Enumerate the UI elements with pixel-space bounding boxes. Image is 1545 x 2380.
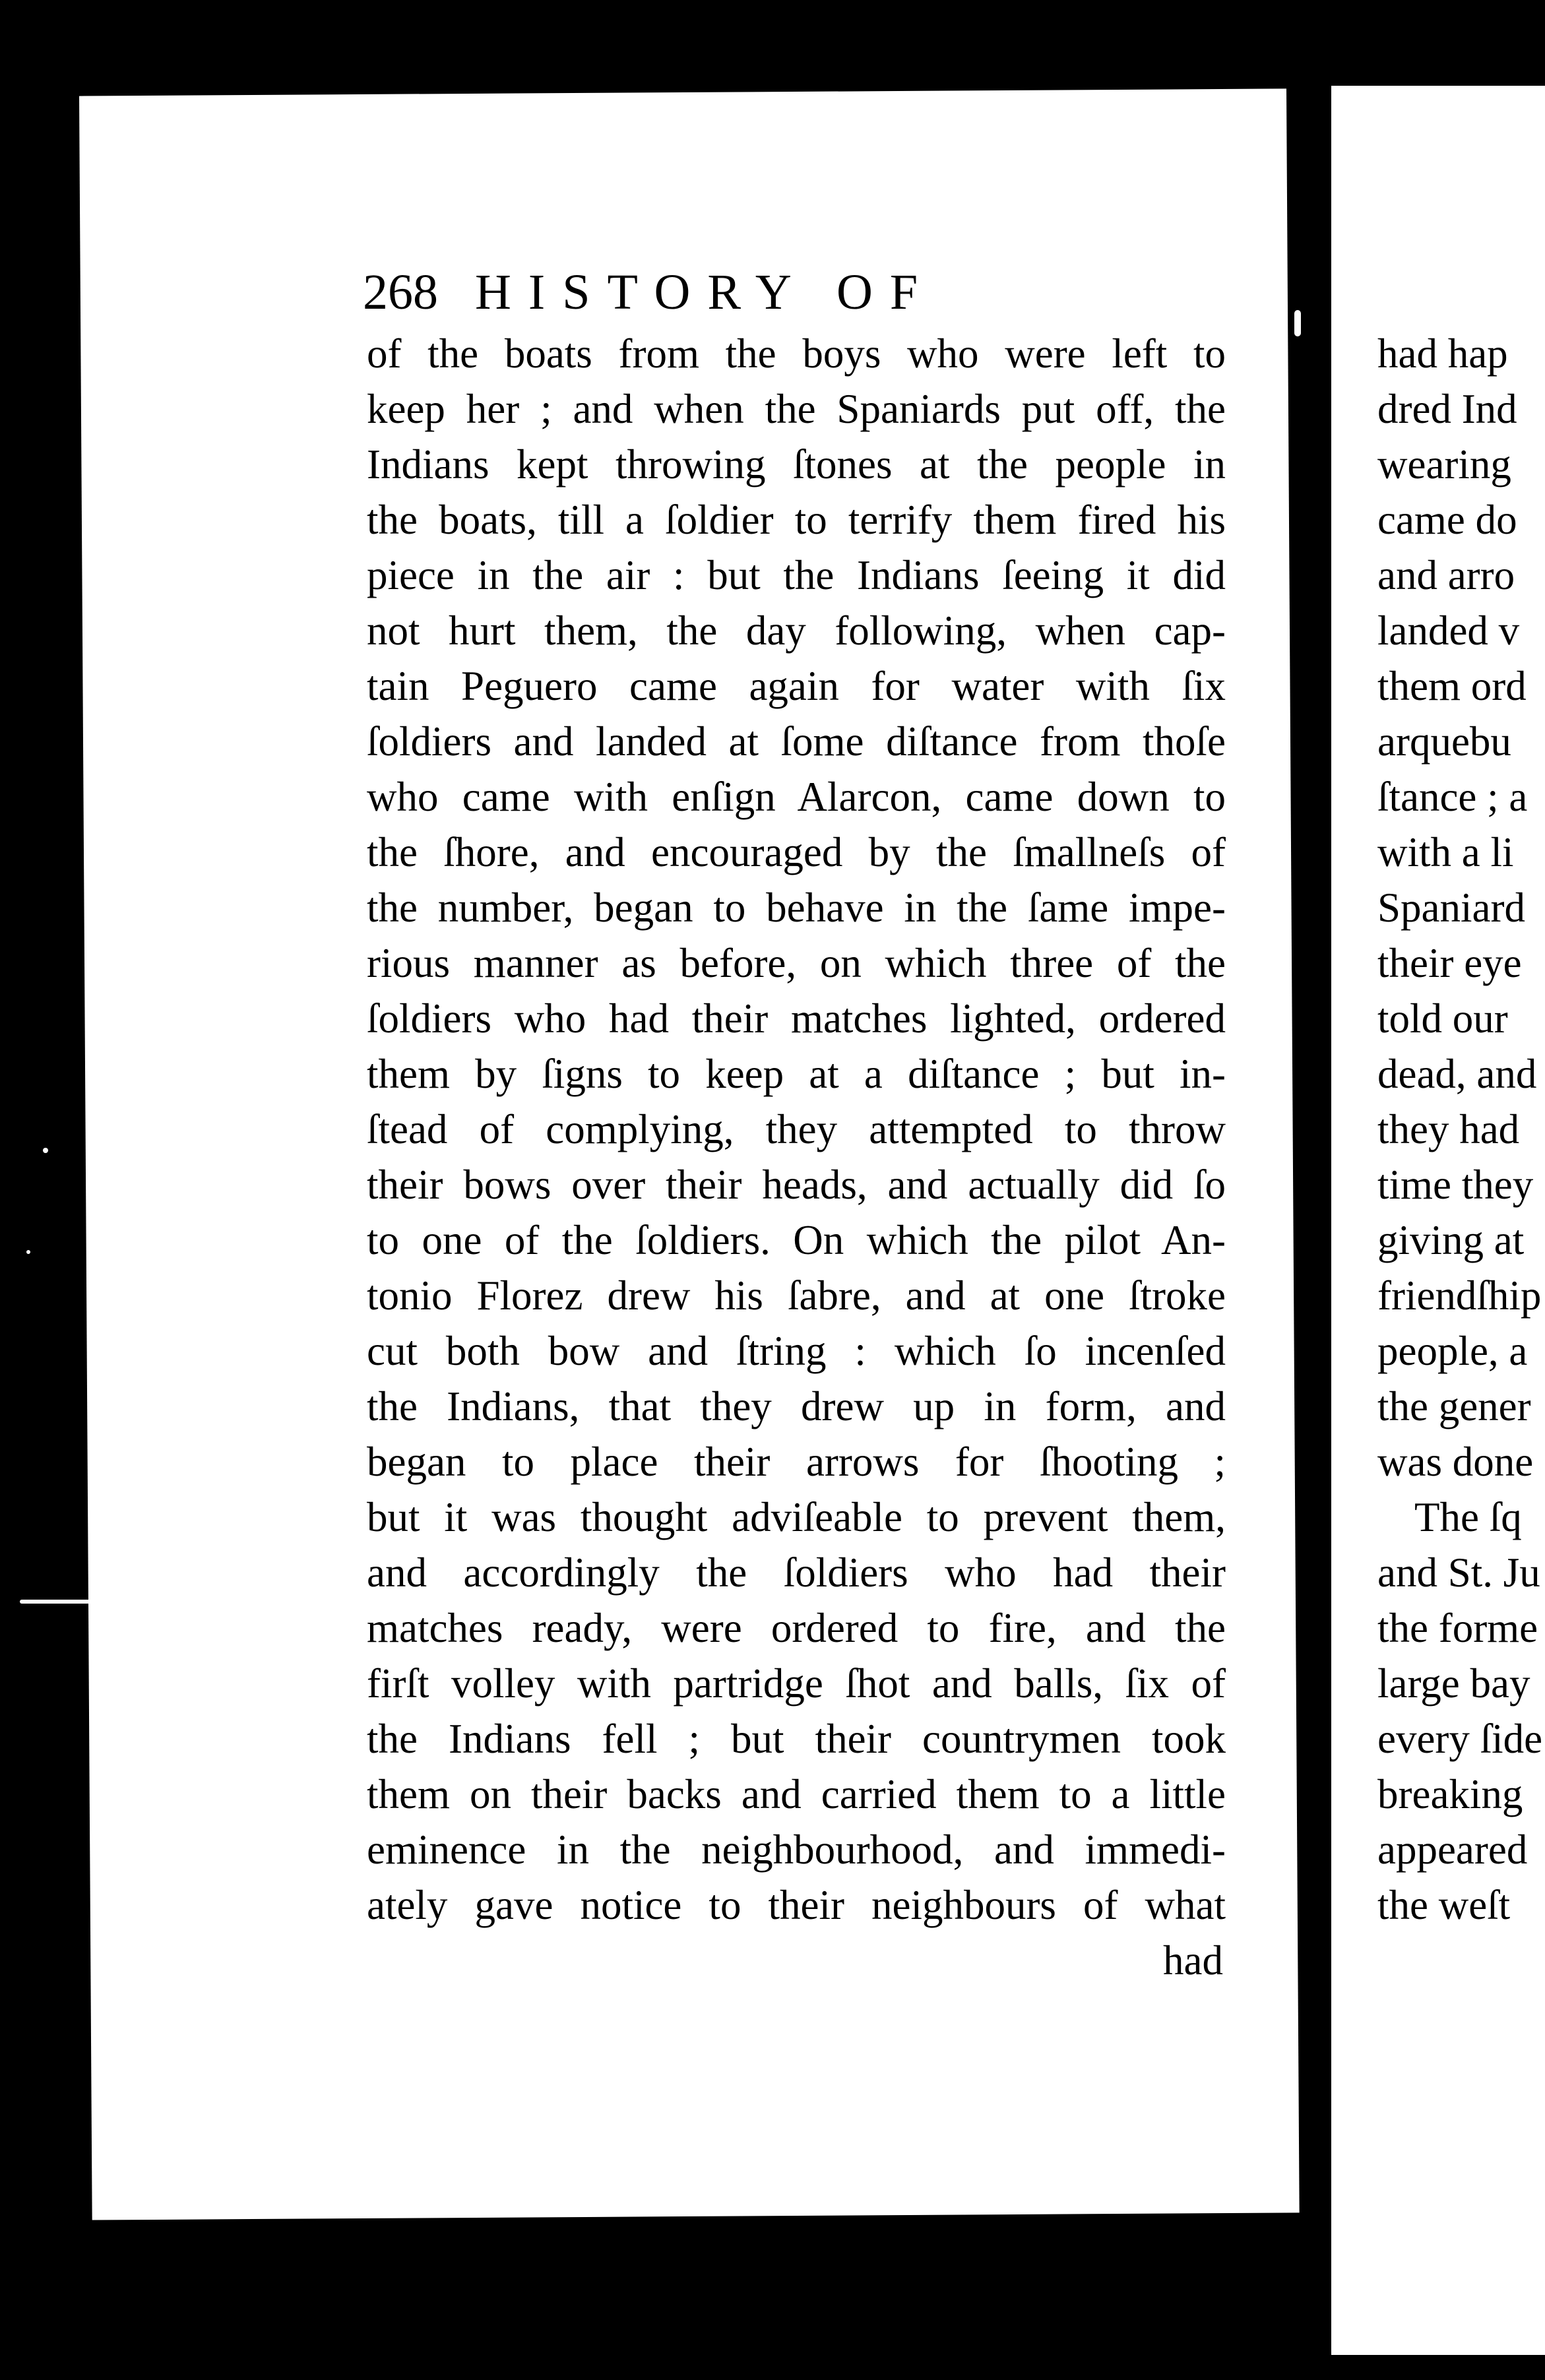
text-line: giving at xyxy=(1377,1217,1525,1263)
text-line: appeared xyxy=(1377,1827,1528,1873)
text-line: the ſhore, and encouraged by the ſmallneſs of xyxy=(367,829,1226,875)
text-line: of the boats from the boys who were left to xyxy=(367,330,1226,377)
text-line: the gener xyxy=(1377,1383,1531,1429)
text-line: told our xyxy=(1377,995,1508,1042)
text-line: matches ready, were ordered to fire, and the xyxy=(367,1605,1226,1651)
text-line: their bows over their heads, and actually did ſo xyxy=(367,1162,1226,1208)
text-line: to one of the ſoldiers. On which the pilot An- xyxy=(367,1217,1226,1263)
text-line: ſtead of complying, they attempted to throw xyxy=(367,1106,1226,1152)
text-line: came do xyxy=(1377,497,1517,543)
scan-speck xyxy=(26,1250,30,1254)
scan-speck xyxy=(1294,310,1301,336)
text-line: and accordingly the ſoldiers who had their xyxy=(367,1550,1226,1596)
text-line: had hap xyxy=(1377,330,1508,377)
running-header xyxy=(363,264,935,321)
text-line: their eye xyxy=(1377,940,1522,986)
text-line: the forme xyxy=(1377,1605,1538,1651)
text-line: tonio Florez drew his ſabre, and at one ſtroke xyxy=(367,1272,1226,1319)
text-line: the boats, till a ſoldier to terrify them fired his xyxy=(367,497,1226,543)
text-line: but it was thought adviſeable to prevent them, xyxy=(367,1494,1226,1540)
text-line: ſtance ; a xyxy=(1377,774,1528,820)
text-line: rious manner as before, on which three of the xyxy=(367,940,1226,986)
text-line: wearing xyxy=(1377,441,1511,487)
text-line: ately gave notice to their neighbours of what xyxy=(367,1882,1226,1928)
text-line: The ſq xyxy=(1414,1494,1522,1540)
running-title: HISTORY OF xyxy=(475,265,935,320)
text-line: them ord xyxy=(1377,663,1527,709)
page-number: 268 xyxy=(363,265,438,320)
text-line: was done xyxy=(1377,1439,1534,1485)
text-line: with a li xyxy=(1377,829,1514,875)
text-line: time they xyxy=(1377,1162,1534,1208)
text-line: the Indians fell ; but their countrymen took xyxy=(367,1716,1226,1762)
text-line: not hurt them, the day following, when cap- xyxy=(367,608,1226,654)
text-line: firſt volley with partridge ſhot and balls, ſix of xyxy=(367,1660,1226,1707)
text-line: every ſide xyxy=(1377,1716,1543,1762)
text-line: them on their backs and carried them to a little xyxy=(367,1771,1226,1817)
text-line: large bay xyxy=(1377,1660,1530,1707)
text-line: arquebu xyxy=(1377,718,1511,765)
text-line: the Indians, that they drew up in form, and xyxy=(367,1383,1226,1429)
text-line: and arro xyxy=(1377,552,1515,598)
text-line: piece in the air : but the Indians ſeeing it did xyxy=(367,552,1226,598)
text-line: them by ſigns to keep at a diſtance ; but in- xyxy=(367,1051,1226,1097)
right-page-text xyxy=(1377,326,1545,1933)
text-line: dred Ind xyxy=(1377,386,1517,432)
text-line: Indians kept throwing ſtones at the people in xyxy=(367,441,1226,487)
left-page-text xyxy=(367,326,1226,1988)
catchword: had xyxy=(1163,1937,1223,1984)
text-line: ſoldiers who had their matches lighted, ordered xyxy=(367,995,1226,1042)
text-line: ſoldiers and landed at ſome diſtance from thoſe xyxy=(367,718,1226,765)
text-line: dead, and xyxy=(1377,1051,1537,1097)
scan-speck xyxy=(43,1148,48,1153)
text-line: keep her ; and when the Spaniards put off, the xyxy=(367,386,1226,432)
text-line: people, a xyxy=(1377,1328,1528,1374)
text-line: friendſhip xyxy=(1377,1272,1542,1319)
text-line: the number, began to behave in the ſame impe- xyxy=(367,885,1226,931)
text-line: the weſt xyxy=(1377,1882,1511,1928)
text-line: eminence in the neighbourhood, and immedi- xyxy=(367,1827,1226,1873)
text-line: who came with enſign Alarcon, came down to xyxy=(367,774,1226,820)
text-line: landed v xyxy=(1377,608,1520,654)
text-line: Spaniard xyxy=(1377,885,1525,931)
text-line: they had xyxy=(1377,1106,1520,1152)
text-line: began to place their arrows for ſhooting ; xyxy=(367,1439,1226,1485)
scan-speck xyxy=(20,1600,92,1604)
text-line: tain Peguero came again for water with ſix xyxy=(367,663,1226,709)
text-line: breaking xyxy=(1377,1771,1523,1817)
text-line: cut both bow and ſtring : which ſo incenſed xyxy=(367,1328,1226,1374)
text-line: and St. Ju xyxy=(1377,1550,1540,1596)
